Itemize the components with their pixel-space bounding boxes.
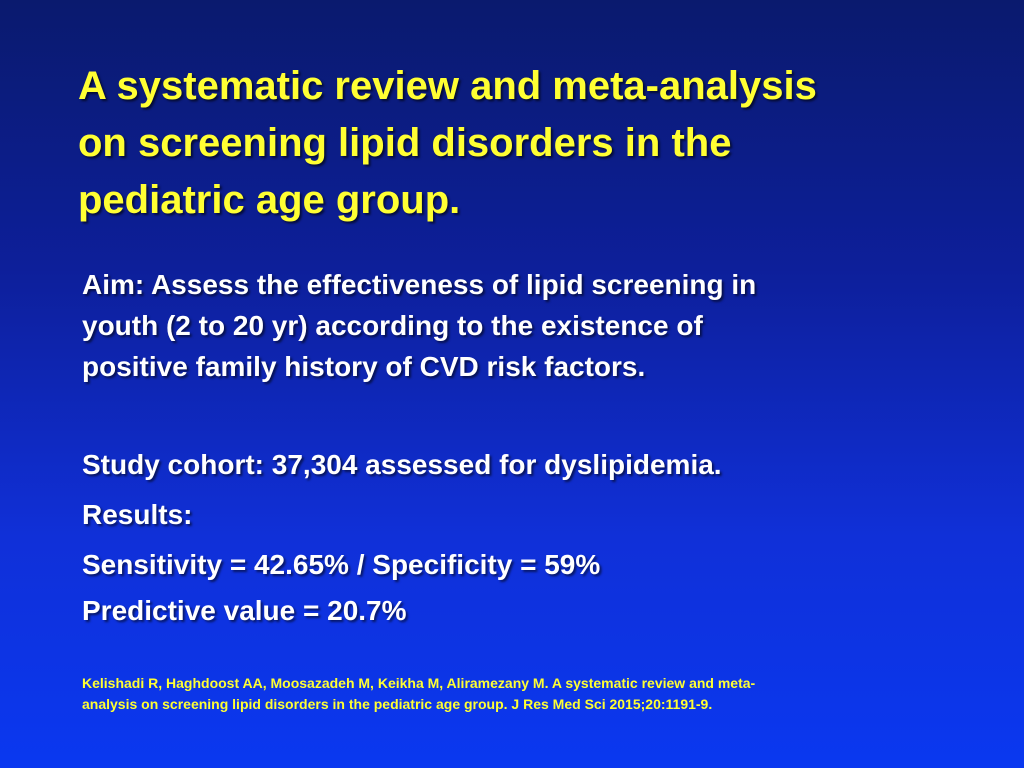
citation-line-1: Kelishadi R, Haghdoost AA, Moosazadeh M, Keikha M, Aliramezany M. A systematic review and meta- [82, 675, 756, 691]
results-label: Results: [82, 499, 193, 530]
title-line-2: on screening lipid disorders in the [78, 121, 732, 165]
citation-line-2: analysis on screening lipid disorders in the pediatric age group. J Res Med Sci 2015;20:1191-9. [82, 696, 713, 712]
aim-line-1: Aim: Assess the effectiveness of lipid screening in [82, 269, 757, 300]
aim-line-2: youth (2 to 20 yr) according to the existence of [82, 310, 703, 341]
slide-title [78, 58, 978, 229]
citation [82, 673, 962, 715]
sensitivity-specificity: Sensitivity = 42.65% / Specificity = 59% [82, 549, 601, 580]
aim-line-3: positive family history of CVD risk factors. [82, 351, 646, 382]
title-line-3: pediatric age group. [78, 178, 461, 222]
title-line-1: A systematic review and meta-analysis [78, 64, 817, 108]
predictive-value: Predictive value = 20.7% [82, 595, 407, 626]
aim-paragraph [82, 264, 962, 387]
study-cohort: Study cohort: 37,304 assessed for dyslipidemia. [82, 449, 722, 480]
